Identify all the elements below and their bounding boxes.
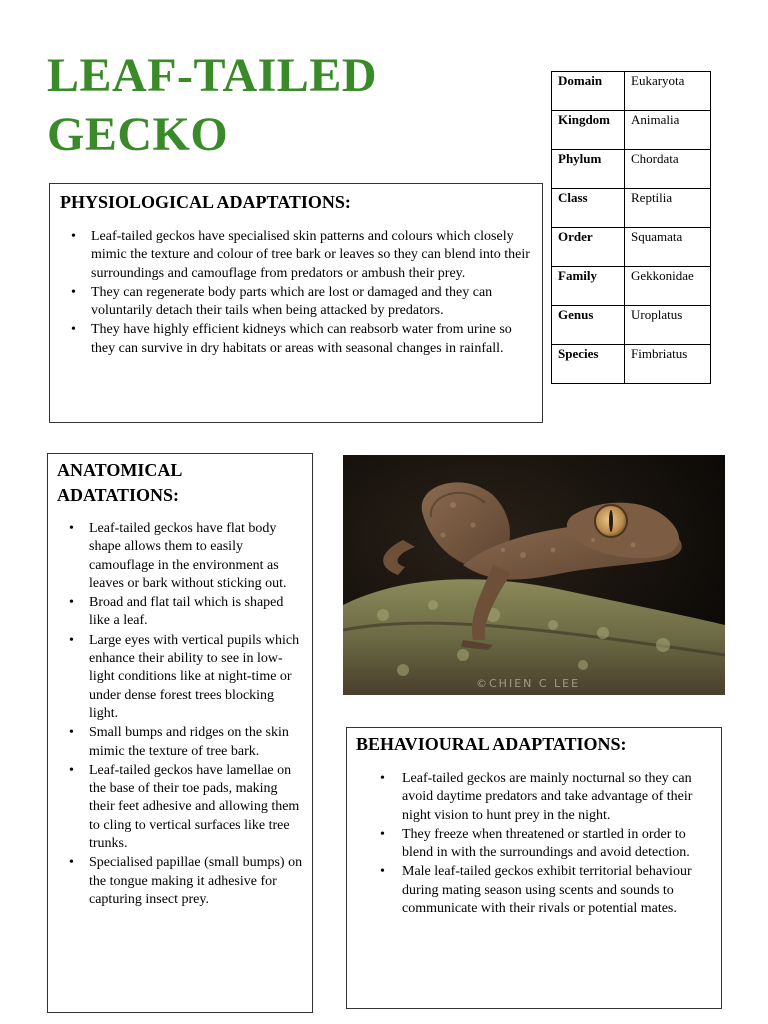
taxonomy-rank: Phylum [552, 150, 625, 189]
taxonomy-value: Animalia [625, 111, 711, 150]
taxonomy-rank: Domain [552, 72, 625, 111]
list-item: • Large eyes with vertical pupils which enhance their ability to see in low-light conditions like at night-time or under dense forest trees blocking light. [89, 632, 306, 723]
physiological-adaptations-box [49, 183, 543, 423]
page-title [47, 46, 377, 164]
taxonomy-rank: Kingdom [552, 111, 625, 150]
taxonomy-table [551, 71, 711, 384]
taxonomy-rank: Class [552, 189, 625, 228]
taxonomy-value: Chordata [625, 150, 711, 189]
photo-credit: ©CHIEN C LEE [476, 677, 581, 690]
taxonomy-value: Gekkonidae [625, 267, 711, 306]
taxonomy-row [552, 306, 711, 345]
list-item: • Leaf-tailed geckos are mainly nocturnal so they can avoid daytime predators and take advantage of their night vision to hunt prey in the night. [402, 770, 715, 825]
taxonomy-rank: Genus [552, 306, 625, 345]
taxonomy-row [552, 72, 711, 111]
taxonomy-row [552, 189, 711, 228]
taxonomy-rank: Species [552, 345, 625, 384]
physiological-list [50, 228, 542, 358]
list-item: • They freeze when threatened or startled in order to blend in with the surroundings and avoid detection. [402, 826, 715, 863]
behavioural-list [347, 770, 721, 918]
anatomical-list [48, 520, 312, 909]
list-item: • Leaf-tailed geckos have specialised skin patterns and colours which closely mimic the texture and colour of tree bark or leaves so they can blend into their surroundings and camouflage from predators or ambush their prey. [91, 228, 536, 283]
taxonomy-row [552, 111, 711, 150]
list-item: • Leaf-tailed geckos have flat body shape allows them to easily camouflage in the environment as leaves or bark without sticking out. [89, 520, 306, 593]
list-item: • Specialised papillae (small bumps) on the tongue making it adhesive for capturing insect prey. [89, 854, 306, 909]
taxonomy-value: Uroplatus [625, 306, 711, 345]
list-item: • They can regenerate body parts which are lost or damaged and they can voluntarily detach their tails when being attacked by predators. [91, 284, 536, 321]
list-item: • Small bumps and ridges on the skin mimic the texture of tree bark. [89, 724, 306, 761]
title-line-1: LEAF-TAILED [47, 49, 377, 102]
gecko-photo [343, 455, 725, 695]
physiological-heading: PHYSIOLOGICAL ADAPTATIONS: [60, 192, 351, 212]
title-line-2: GECKO [47, 108, 229, 161]
taxonomy-value: Reptilia [625, 189, 711, 228]
behavioural-adaptations-box [346, 727, 722, 1009]
taxonomy-value: Eukaryota [625, 72, 711, 111]
gecko-illustration [343, 455, 725, 695]
anatomical-heading-line-2: ADATATIONS: [57, 485, 180, 505]
list-item: • Leaf-tailed geckos have lamellae on the base of their toe pads, making their feet adhesive and allowing them to cling to vertical surfaces like tree trunks. [89, 762, 306, 853]
taxonomy-row [552, 267, 711, 306]
taxonomy-row [552, 150, 711, 189]
list-item: • They have highly efficient kidneys which can reabsorb water from urine so they can survive in dry habitats or areas with seasonal changes in rainfall. [91, 321, 536, 358]
anatomical-heading-line-1: ANATOMICAL [57, 460, 183, 480]
anatomical-adaptations-box [47, 453, 313, 1013]
taxonomy-value: Squamata [625, 228, 711, 267]
taxonomy-row [552, 228, 711, 267]
taxonomy-row [552, 345, 711, 384]
taxonomy-rank: Family [552, 267, 625, 306]
behavioural-heading: BEHAVIOURAL ADAPTATIONS: [356, 734, 627, 754]
list-item: • Broad and flat tail which is shaped like a leaf. [89, 594, 306, 631]
taxonomy-value: Fimbriatus [625, 345, 711, 384]
taxonomy-rank: Order [552, 228, 625, 267]
anatomical-heading [48, 454, 312, 508]
list-item: • Male leaf-tailed geckos exhibit territorial behaviour during mating season using scents and sounds to communicate with their rivals or potential mates. [402, 863, 715, 918]
